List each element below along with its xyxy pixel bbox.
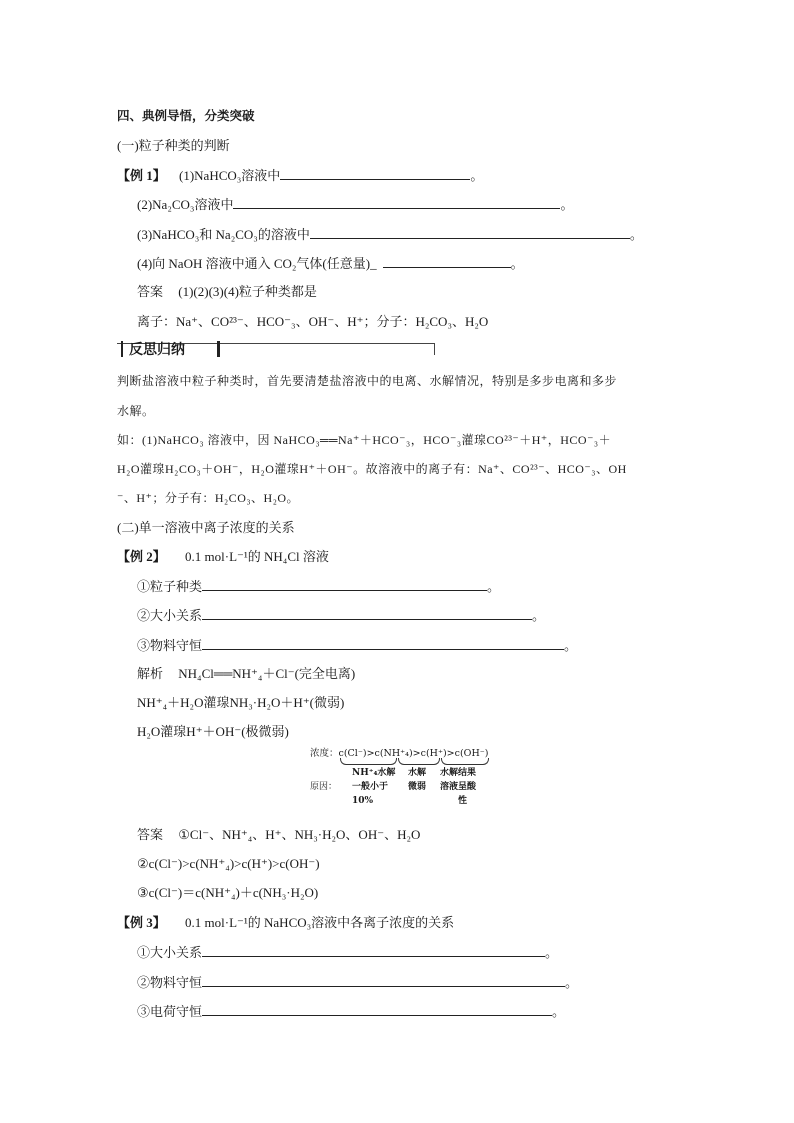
- reason-3c: 性: [458, 796, 468, 806]
- example1-q2-line: [137, 195, 573, 214]
- example3-text: 0.1 mol·L⁻¹的 NaHCO₃溶液中各离子浓度的关系: [185, 915, 455, 930]
- reflection-title: 反思归纳: [129, 342, 185, 358]
- concentration-diagram: [310, 745, 500, 815]
- brace-3: [441, 758, 489, 765]
- answer-blank[interactable]: [383, 254, 511, 268]
- period: 。: [552, 1004, 566, 1019]
- item-label: ①大小关系: [137, 945, 203, 960]
- reason-3b: 溶液呈酸: [440, 782, 477, 792]
- banner-right-edge: [434, 343, 435, 355]
- period: 。: [532, 608, 546, 623]
- example2-line: [117, 548, 329, 566]
- reflection-banner: [117, 339, 435, 359]
- concentration-label: 浓度：: [310, 748, 339, 759]
- analysis-line-1: [137, 665, 355, 683]
- item-label: ③电荷守恒: [137, 1004, 203, 1019]
- period: 。: [470, 168, 484, 183]
- reflection-line-5: ⁻、H⁺；分子有：H₂CO₃、H₂O。: [117, 491, 300, 505]
- answer-blank[interactable]: [202, 1002, 552, 1016]
- example2-answer-1: [137, 826, 420, 844]
- example1-line: [117, 166, 483, 185]
- reason-label: 原因：: [310, 782, 338, 792]
- reflection-line-2: 水解。: [117, 404, 155, 418]
- part2-heading: (二)单一溶液中离子浓度的关系: [117, 520, 295, 535]
- answer-blank[interactable]: [280, 166, 470, 180]
- answer-blank[interactable]: [202, 577, 487, 591]
- item-label: ②大小关系: [137, 608, 203, 623]
- item-label: ②物料守恒: [137, 975, 203, 990]
- period: 。: [560, 197, 574, 212]
- analysis-text: NH₄Cl══NH⁺₄＋Cl⁻(完全电离): [178, 666, 356, 681]
- example2-text: 0.1 mol·L⁻¹的 NH₄Cl 溶液: [185, 549, 329, 564]
- example1-q4-line: [137, 254, 524, 273]
- answer-blank[interactable]: [202, 606, 532, 620]
- example2-item2: [137, 606, 545, 625]
- reflection-line-3: 如：(1)NaHCO₃ 溶液中，因 NaHCO₃══Na⁺＋HCO⁻₃，HCO⁻₃灌瑔CO²³⁻＋H⁺，HCO⁻₃＋: [117, 433, 612, 447]
- answer-label: 答案: [137, 827, 164, 842]
- example1-q2: (2)Na₂CO₃溶液中: [137, 197, 234, 212]
- part1-heading: (一)粒子种类的判断: [117, 138, 230, 153]
- answer-blank[interactable]: [233, 195, 560, 209]
- reason-1c: 10%: [352, 796, 374, 806]
- reason-2a: 水解: [408, 768, 427, 778]
- example1-answer-ions: 离子：Na⁺、CO²³⁻、HCO⁻₃、OH⁻、H⁺；分子：H₂CO₃、H₂O: [137, 314, 489, 329]
- period: 。: [545, 945, 559, 960]
- example1-q3-line: [137, 225, 643, 244]
- example3-item1: [137, 943, 558, 962]
- analysis-line-2: NH⁺₄＋H₂O灌瑔NH₃·H₂O＋H⁺(微弱): [137, 695, 345, 710]
- banner-right-tick: [217, 341, 220, 357]
- reason-1a: NH⁺₄水解: [352, 768, 396, 778]
- item-label: ①粒子种类: [137, 579, 203, 594]
- example1-answer: [137, 283, 317, 301]
- banner-left-tick: [121, 341, 123, 357]
- answer-text: (1)(2)(3)(4)粒子种类都是: [178, 284, 317, 299]
- diagram-concentration-row: [310, 745, 488, 759]
- reason-3a: 水解结果: [440, 768, 477, 778]
- period: 。: [487, 579, 501, 594]
- concentration-expression: c(Cl⁻)>c(NH⁺₄)>c(H⁺)>c(OH⁻): [338, 748, 489, 759]
- answer-blank[interactable]: [202, 943, 545, 957]
- example3-item2: [137, 973, 578, 992]
- example3-label: 【例 3】: [117, 915, 166, 930]
- example1-label: 【例 1】: [117, 168, 166, 183]
- example2-answer-3: ③c(Cl⁻)＝c(NH⁺₄)＋c(NH₃·H₂O): [137, 885, 319, 900]
- answer-blank[interactable]: [202, 973, 565, 987]
- period: 。: [629, 227, 643, 242]
- section-title: 四、典例导悟，分类突破: [117, 108, 255, 123]
- example2-answer-2: ②c(Cl⁻)>c(NH⁺₄)>c(H⁺)>c(OH⁻): [137, 856, 320, 871]
- analysis-line-3: H₂O灌瑔H⁺＋OH⁻(极微弱): [137, 724, 289, 739]
- period: 。: [565, 975, 579, 990]
- example3-line: [117, 914, 454, 932]
- answer-blank[interactable]: [202, 636, 564, 650]
- brace-1: [340, 758, 397, 765]
- analysis-label: 解析: [137, 666, 164, 681]
- reflection-line-4: H₂O灌瑔H₂CO₃＋OH⁻，H₂O灌瑔H⁺＋OH⁻。故溶液中的离子有：Na⁺、CO²³⁻、HCO⁻₃、OH: [117, 462, 627, 476]
- answer-blank[interactable]: [310, 225, 630, 239]
- period: 。: [510, 256, 524, 271]
- reason-1b: 一般小于: [352, 782, 389, 792]
- item-label: ③物料守恒: [137, 638, 203, 653]
- answer-label: 答案: [137, 284, 164, 299]
- reflection-line-1: 判断盐溶液中粒子种类时，首先要清楚盐溶液中的电离、水解情况，特别是多步电离和多步: [117, 374, 618, 388]
- example1-q4: (4)向 NaOH 溶液中通入 CO₂气体(任意量)_: [137, 256, 377, 271]
- answer-text: ①Cl⁻、NH⁺₄、H⁺、NH₃·H₂O、OH⁻、H₂O: [178, 827, 421, 842]
- example2-label: 【例 2】: [117, 549, 166, 564]
- example2-item3: [137, 636, 577, 655]
- brace-2: [398, 758, 440, 765]
- example2-item1: [137, 577, 500, 596]
- period: 。: [564, 638, 578, 653]
- example1-q3: (3)NaHCO₃和 Na₂CO₃的溶液中: [137, 227, 310, 242]
- example1-q1: (1)NaHCO₃溶液中: [179, 168, 281, 183]
- reason-2b: 微弱: [408, 782, 427, 792]
- example3-item3: [137, 1002, 565, 1021]
